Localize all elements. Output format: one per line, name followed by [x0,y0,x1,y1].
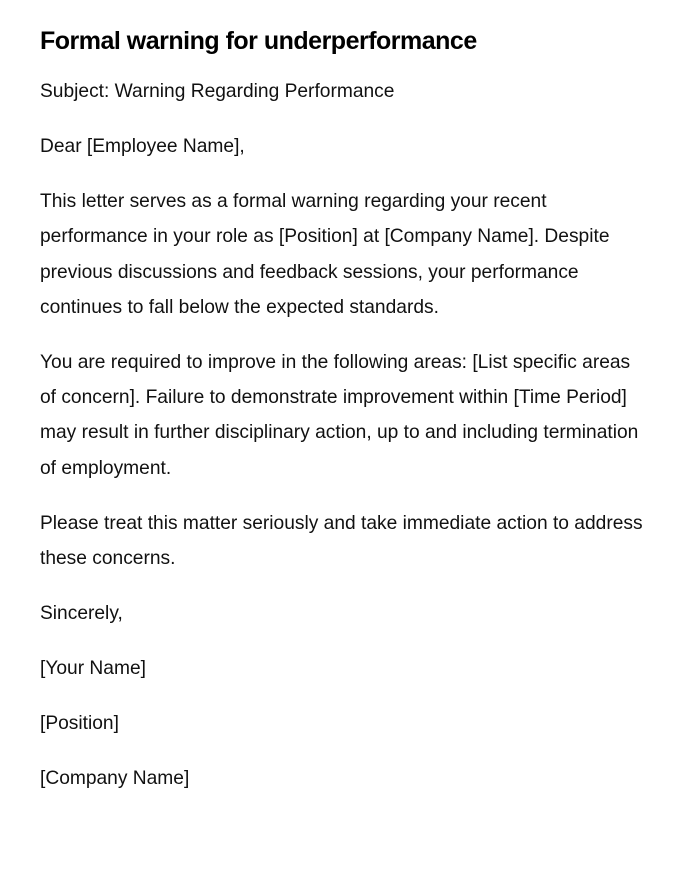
subject-line: Subject: Warning Regarding Performance [40,81,395,102]
body-paragraph-3: Please treat this matter seriously and take immediate action to address these concerns. [40,512,643,570]
letter-document [40,24,650,816]
body-paragraph-2: You are required to improve in the following areas: [List specific areas of concern]. Failure to demonstrate improvement within [Time Period] may result in further disciplinary action, up to and including termination of employment. [40,351,639,479]
signature-name: [Your Name] [40,657,146,679]
signature-company: [Company Name] [40,767,190,789]
body-paragraph-1: This letter serves as a formal warning regarding your recent performance in your role as [Position] at [Company Name]. Despite previous discussions and feedback sessions, your performance continues to fall below the expected standards. [40,190,610,318]
salutation: Dear [Employee Name], [40,135,245,157]
closing: Sincerely, [40,603,123,624]
page-title: Formal warning for underperformance [40,27,477,55]
signature-position: [Position] [40,712,119,734]
